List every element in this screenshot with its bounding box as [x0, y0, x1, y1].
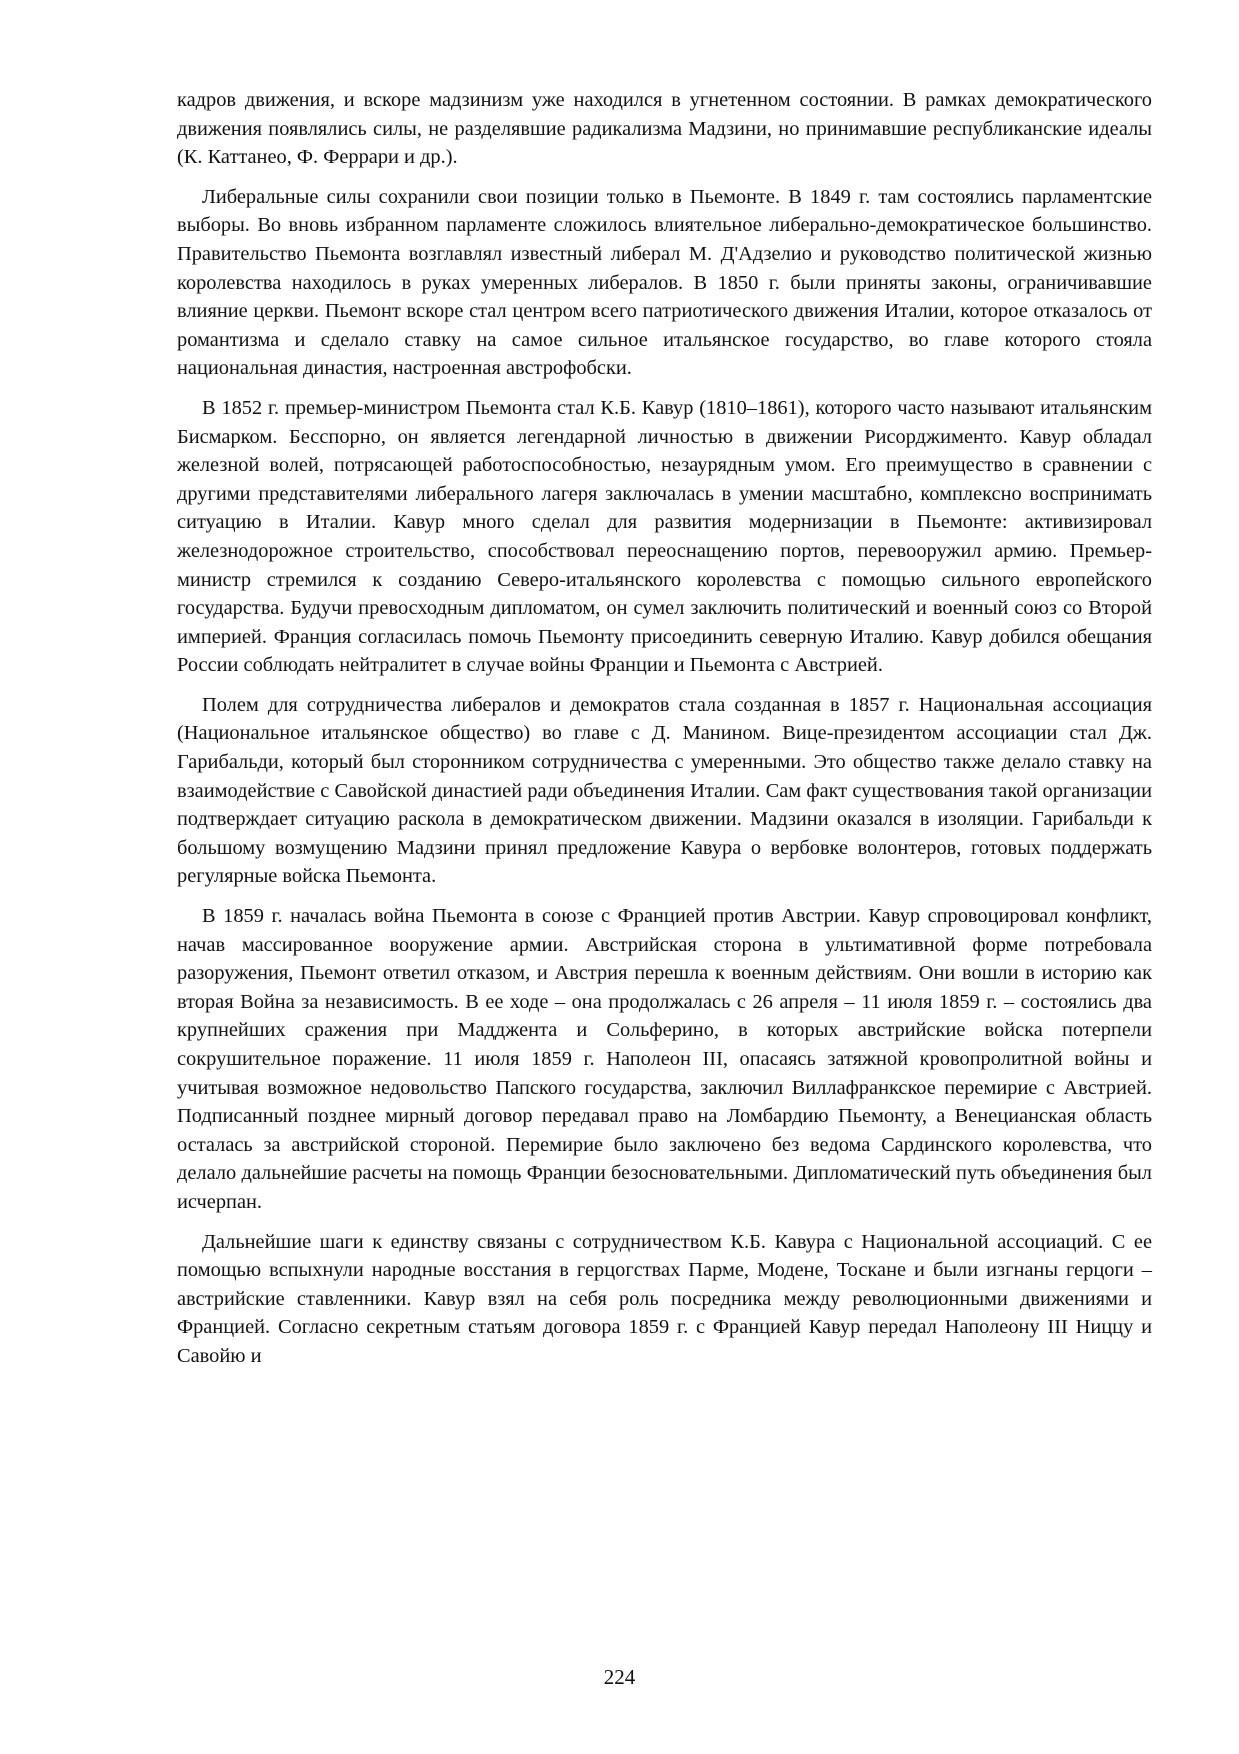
paragraph-6: Дальнейшие шаги к единству связаны с сотрудничеством К.Б. Кавура с Национальной ассоциаций. С ее помощью вспыхнули народные восстания в герцогствах Парме, Модене, Тоскане и были изгнаны герцоги – австрийские ставленники. Кавур взял на себя роль посредника между революционными движениями и Францией. Согласно секретным статьям договора 1859 г. с Францией Кавур передал Наполеону III Ниццу и Савойю и [177, 1230, 1152, 1367]
paragraph-4: Полем для сотрудничества либералов и демократов стала созданная в 1857 г. Национальная ассоциация (Национальное итальянское общество) во главе с Д. Манином. Вице-президентом ассоциации стал Дж. Гарибальди, который был сторонником сотрудничества с умеренными. Это общество также делало ставку на взаимодействие с Савойской династией ради объединения Италии. Сам факт существования такой организации подтверждает ситуацию раскола в демократическом движении. Мадзини оказался в изоляции. Гарибальди к большому возмущению Мадзини принял предложение Кавура о вербовке волонтеров, готовых поддержать регулярные войска Пьемонта. [177, 693, 1152, 888]
paragraph-5: В 1859 г. началась война Пьемонта в союзе с Францией против Австрии. Кавур спровоцировал конфликт, начав массированное вооружение армии. Австрийская сторона в ультимативной форме потребовала разоружения, Пьемонт ответил отказом, и Австрия перешла к военным действиям. Они вошли в историю как вторая Война за независимость. В ее ходе – она продолжалась с 26 апреля – 11 июля 1859 г. – состоялись два крупнейших сражения при Мадджента и Сольферино, в которых австрийские войска потерпели сокрушительное поражение. 11 июля 1859 г. Наполеон III, опасаясь затяжной кровопролитной войны и учитывая возможное недовольство Папского государства, заключил Виллафранкское перемирие с Австрией. Подписанный позднее мирный договор передавал право на Ломбардию Пьемонту, а Венецианская область осталась за австрийской стороной. Перемирие было заключено без ведома Сардинского королевства, что делало дальнейшие расчеты на помощь Франции безосновательными. Дипломатический путь объединения был исчерпан. [177, 905, 1152, 1213]
paragraph-3: В 1852 г. премьер-министром Пьемонта стал К.Б. Кавур (1810–1861), которого часто называют итальянским Бисмарком. Бесспорно, он является легендарной личностью в движении Рисорджименто. Кавур обладал железной волей, потрясающей работоспособностью, незаурядным умом. Его преимущество в сравнении с другими представителями либерального лагеря заключалась в умении масштабно, комплексно воспринимать ситуацию в Италии. Кавур много сделал для развития модернизации в Пьемонте: активизировал железнодорожное строительство, способствовал переоснащению портов, перевооружил армию. Премьер-министр стремился к созданию Северо-итальянского королевства с помощью сильного европейского государства. Будучи превосходным дипломатом, он сумел заключить политический и военный союз со Второй империей. Франция согласилась помочь Пьемонту присоединить северную Италию. Кавур добился обещания России соблюдать нейтралитет в случае войны Франции и Пьемонта с Австрией. [177, 396, 1152, 677]
document-body [177, 86, 1152, 1382]
page-number: 224 [603, 1665, 636, 1689]
paragraph-1: кадров движения, и вскоре мадзинизм уже находился в угнетенном состоянии. В рамках демократического движения появлялись силы, не разделявшие радикализма Мадзини, но принимавшие республиканские идеалы (К. Каттанео, Ф. Феррари и др.). [177, 89, 1152, 169]
paragraph-2: Либеральные силы сохранили свои позиции только в Пьемонте. В 1849 г. там состоялись парламентские выборы. Во вновь избранном парламенте сложилось влиятельное либерально-демократическое большинство. Правительство Пьемонта возглавлял известный либерал М. Д'Адзелио и руководство политической жизнью королевства находилось в руках умеренных либералов. В 1850 г. были приняты законы, ограничивавшие влияние церкви. Пьемонт вскоре стал центром всего патриотического движения Италии, которое отказалось от романтизма и сделало ставку на самое сильное итальянское государство, во главе которого стояла национальная династия, настроенная австрофобски. [177, 185, 1152, 380]
